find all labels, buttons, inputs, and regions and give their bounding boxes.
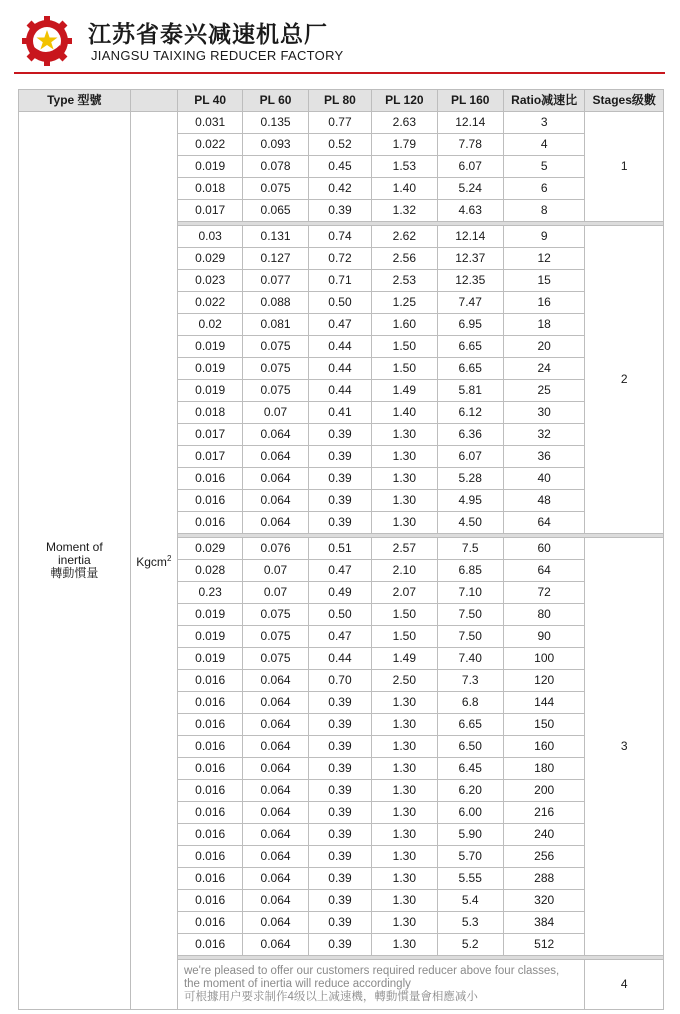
table-cell: 0.72 — [308, 248, 371, 270]
table-cell: 0.44 — [308, 358, 371, 380]
table-cell: 0.47 — [308, 314, 371, 336]
table-cell: 0.017 — [177, 424, 242, 446]
table-cell: 0.016 — [177, 934, 242, 956]
table-cell: 7.3 — [437, 670, 503, 692]
table-cell: 0.064 — [243, 424, 308, 446]
table-cell: 0.44 — [308, 648, 371, 670]
table-cell: 0.075 — [243, 648, 308, 670]
table-cell: 0.74 — [308, 226, 371, 248]
table-cell: 200 — [503, 780, 585, 802]
table-cell: 12.37 — [437, 248, 503, 270]
table-cell: 0.019 — [177, 358, 242, 380]
table-cell: 0.016 — [177, 714, 242, 736]
table-cell: 0.39 — [308, 446, 371, 468]
table-cell: 5.28 — [437, 468, 503, 490]
table-cell: 0.016 — [177, 802, 242, 824]
col-stages: Stages级數 — [585, 90, 664, 112]
table-cell: 0.39 — [308, 780, 371, 802]
table-cell: 0.064 — [243, 714, 308, 736]
table-cell: 0.064 — [243, 490, 308, 512]
row-label-moment-of-inertia — [19, 112, 131, 1010]
table-cell: 1.79 — [372, 134, 437, 156]
table-cell: 0.019 — [177, 336, 242, 358]
table-cell: 0.064 — [243, 736, 308, 758]
table-cell: 0.47 — [308, 560, 371, 582]
table-cell: 1.30 — [372, 490, 437, 512]
table-cell: 24 — [503, 358, 585, 380]
table-cell: 1.49 — [372, 648, 437, 670]
table-cell: 5.3 — [437, 912, 503, 934]
note-cell — [177, 960, 584, 1010]
label-en-1: Moment of — [45, 540, 103, 554]
table-cell: 48 — [503, 490, 585, 512]
table-cell: 80 — [503, 604, 585, 626]
table-cell: 1.30 — [372, 446, 437, 468]
table-cell: 5.4 — [437, 890, 503, 912]
table-cell: 0.39 — [308, 846, 371, 868]
company-logo-icon — [20, 14, 74, 68]
table-cell: 0.71 — [308, 270, 371, 292]
table-cell: 0.016 — [177, 736, 242, 758]
table-cell: 6.65 — [437, 358, 503, 380]
table-cell: 6.07 — [437, 156, 503, 178]
table-cell: 0.023 — [177, 270, 242, 292]
table-cell: 216 — [503, 802, 585, 824]
table-cell: 5 — [503, 156, 585, 178]
table-cell: 0.064 — [243, 468, 308, 490]
table-cell: 0.49 — [308, 582, 371, 604]
table-cell: 1.30 — [372, 692, 437, 714]
table-cell: 0.075 — [243, 336, 308, 358]
note-line2: the moment of inertia will reduce accordingly — [183, 978, 411, 990]
table-cell: 7.5 — [437, 538, 503, 560]
table-cell: 20 — [503, 336, 585, 358]
table-cell: 0.016 — [177, 670, 242, 692]
table-cell: 7.10 — [437, 582, 503, 604]
table-cell: 0.018 — [177, 178, 242, 200]
table-cell: 6.00 — [437, 802, 503, 824]
col-pl40: PL 40 — [177, 90, 242, 112]
table-cell: 0.016 — [177, 890, 242, 912]
table-cell: 0.029 — [177, 248, 242, 270]
table-cell: 0.39 — [308, 912, 371, 934]
table-cell: 6.12 — [437, 402, 503, 424]
col-pl80: PL 80 — [308, 90, 371, 112]
table-cell: 4 — [503, 134, 585, 156]
table-cell: 0.019 — [177, 648, 242, 670]
table-row — [19, 112, 664, 134]
table-cell: 1.30 — [372, 512, 437, 534]
table-cell: 1.30 — [372, 780, 437, 802]
table-cell: 150 — [503, 714, 585, 736]
table-cell: 180 — [503, 758, 585, 780]
label-cn: 轉動慣量 — [50, 566, 99, 580]
table-cell: 0.39 — [308, 934, 371, 956]
table-cell: 0.064 — [243, 446, 308, 468]
table-cell: 0.44 — [308, 336, 371, 358]
table-cell: 6.85 — [437, 560, 503, 582]
table-cell: 0.019 — [177, 626, 242, 648]
table-cell: 120 — [503, 670, 585, 692]
table-cell: 2.53 — [372, 270, 437, 292]
table-cell: 0.064 — [243, 846, 308, 868]
table-cell: 5.81 — [437, 380, 503, 402]
table-cell: 1.30 — [372, 802, 437, 824]
table-cell: 0.022 — [177, 292, 242, 314]
table-cell: 8 — [503, 200, 585, 222]
col-unit — [130, 90, 177, 112]
table-cell: 0.028 — [177, 560, 242, 582]
table-cell: 0.016 — [177, 758, 242, 780]
table-cell: 0.47 — [308, 626, 371, 648]
table-cell: 1.30 — [372, 846, 437, 868]
table-cell: 0.016 — [177, 490, 242, 512]
table-cell: 1.30 — [372, 868, 437, 890]
table-cell: 0.07 — [243, 560, 308, 582]
table-cell: 2.57 — [372, 538, 437, 560]
table-cell: 0.77 — [308, 112, 371, 134]
table-cell: 0.081 — [243, 314, 308, 336]
table-cell: 0.064 — [243, 912, 308, 934]
table-cell: 0.075 — [243, 178, 308, 200]
table-cell: 0.064 — [243, 758, 308, 780]
table-cell: 0.39 — [308, 758, 371, 780]
table-cell: 0.031 — [177, 112, 242, 134]
table-cell: 5.55 — [437, 868, 503, 890]
table-cell: 1.49 — [372, 380, 437, 402]
table-cell: 40 — [503, 468, 585, 490]
company-name-cn: 江苏省泰兴减速机总厂 — [88, 22, 328, 48]
table-cell: 9 — [503, 226, 585, 248]
col-pl160: PL 160 — [437, 90, 503, 112]
table-cell: 0.51 — [308, 538, 371, 560]
table-cell: 0.44 — [308, 380, 371, 402]
table-cell: 0.064 — [243, 512, 308, 534]
table-cell: 160 — [503, 736, 585, 758]
table-cell: 7.40 — [437, 648, 503, 670]
table-cell: 12.14 — [437, 112, 503, 134]
table-cell: 0.39 — [308, 736, 371, 758]
table-cell: 5.2 — [437, 934, 503, 956]
stage-cell: 1 — [585, 112, 664, 222]
table-cell: 1.30 — [372, 758, 437, 780]
table-cell: 1.30 — [372, 824, 437, 846]
table-cell: 100 — [503, 648, 585, 670]
table-cell: 0.70 — [308, 670, 371, 692]
table-cell: 0.064 — [243, 802, 308, 824]
company-name-en: JIANGSU TAIXING REDUCER FACTORY — [91, 48, 344, 63]
table-cell: 30 — [503, 402, 585, 424]
inertia-table — [18, 89, 664, 1010]
table-cell: 0.075 — [243, 358, 308, 380]
table-cell: 5.70 — [437, 846, 503, 868]
table-cell: 0.065 — [243, 200, 308, 222]
table-cell: 0.075 — [243, 604, 308, 626]
table-cell: 0.064 — [243, 890, 308, 912]
table-cell: 0.131 — [243, 226, 308, 248]
table-cell: 6 — [503, 178, 585, 200]
table-cell: 6.65 — [437, 336, 503, 358]
table-cell: 0.022 — [177, 134, 242, 156]
table-cell: 0.07 — [243, 402, 308, 424]
table-cell: 384 — [503, 912, 585, 934]
header-divider — [14, 72, 665, 74]
table-cell: 0.093 — [243, 134, 308, 156]
table-cell: 1.32 — [372, 200, 437, 222]
table-cell: 0.064 — [243, 670, 308, 692]
unit-sup: 2 — [166, 554, 172, 563]
table-cell: 0.064 — [243, 692, 308, 714]
table-cell: 3 — [503, 112, 585, 134]
table-cell: 36 — [503, 446, 585, 468]
table-cell: 0.016 — [177, 846, 242, 868]
table-cell: 4.50 — [437, 512, 503, 534]
table-cell: 0.39 — [308, 824, 371, 846]
table-cell: 0.016 — [177, 868, 242, 890]
table-cell: 0.064 — [243, 868, 308, 890]
table-cell: 1.40 — [372, 178, 437, 200]
table-cell: 2.50 — [372, 670, 437, 692]
table-cell: 6.07 — [437, 446, 503, 468]
table-cell: 0.03 — [177, 226, 242, 248]
table-cell: 0.135 — [243, 112, 308, 134]
unit-cell — [130, 112, 177, 1010]
label-en-2: inertia — [58, 553, 91, 567]
table-cell: 25 — [503, 380, 585, 402]
table-cell: 6.50 — [437, 736, 503, 758]
table-cell: 12.35 — [437, 270, 503, 292]
table-cell: 0.50 — [308, 604, 371, 626]
table-cell: 64 — [503, 512, 585, 534]
table-cell: 1.60 — [372, 314, 437, 336]
table-cell: 0.019 — [177, 380, 242, 402]
table-cell: 0.016 — [177, 468, 242, 490]
table-cell: 240 — [503, 824, 585, 846]
table-cell: 144 — [503, 692, 585, 714]
col-type: Type 型號 — [19, 90, 131, 112]
table-cell: 0.50 — [308, 292, 371, 314]
table-cell: 32 — [503, 424, 585, 446]
table-cell: 0.39 — [308, 200, 371, 222]
table-cell: 90 — [503, 626, 585, 648]
table-cell: 5.24 — [437, 178, 503, 200]
table-cell: 6.45 — [437, 758, 503, 780]
table-cell: 6.65 — [437, 714, 503, 736]
stage-cell: 2 — [585, 226, 664, 534]
table-cell: 0.019 — [177, 156, 242, 178]
table-cell: 1.30 — [372, 890, 437, 912]
table-cell: 0.42 — [308, 178, 371, 200]
table-cell: 0.39 — [308, 868, 371, 890]
table-cell: 0.52 — [308, 134, 371, 156]
table-cell: 6.20 — [437, 780, 503, 802]
table-cell: 64 — [503, 560, 585, 582]
table-cell: 0.39 — [308, 890, 371, 912]
table-cell: 0.064 — [243, 934, 308, 956]
table-cell: 0.016 — [177, 912, 242, 934]
table-cell: 0.45 — [308, 156, 371, 178]
table-cell: 18 — [503, 314, 585, 336]
unit-base: Kgcm — [136, 555, 167, 569]
table-cell: 2.56 — [372, 248, 437, 270]
table-cell: 0.078 — [243, 156, 308, 178]
table-cell: 0.39 — [308, 424, 371, 446]
table-cell: 12 — [503, 248, 585, 270]
table-cell: 0.017 — [177, 446, 242, 468]
table-cell: 0.019 — [177, 604, 242, 626]
table-cell: 0.077 — [243, 270, 308, 292]
table-cell: 5.90 — [437, 824, 503, 846]
table-cell: 0.029 — [177, 538, 242, 560]
table-cell: 0.064 — [243, 780, 308, 802]
table-cell: 0.075 — [243, 626, 308, 648]
table-cell: 0.088 — [243, 292, 308, 314]
table-cell: 2.63 — [372, 112, 437, 134]
table-cell: 0.127 — [243, 248, 308, 270]
table-cell: 6.8 — [437, 692, 503, 714]
table-cell: 1.30 — [372, 934, 437, 956]
table-cell: 1.50 — [372, 358, 437, 380]
table-cell: 256 — [503, 846, 585, 868]
table-cell: 6.36 — [437, 424, 503, 446]
table-cell: 1.40 — [372, 402, 437, 424]
table-cell: 0.02 — [177, 314, 242, 336]
table-cell: 15 — [503, 270, 585, 292]
table-cell: 7.50 — [437, 604, 503, 626]
table-cell: 1.53 — [372, 156, 437, 178]
table-cell: 7.50 — [437, 626, 503, 648]
stage-cell: 4 — [585, 960, 664, 1010]
table-cell: 1.50 — [372, 336, 437, 358]
table-cell: 1.30 — [372, 468, 437, 490]
table-cell: 288 — [503, 868, 585, 890]
table-cell: 6.95 — [437, 314, 503, 336]
table-cell: 0.075 — [243, 380, 308, 402]
col-pl60: PL 60 — [243, 90, 308, 112]
table-cell: 0.41 — [308, 402, 371, 424]
table-cell: 1.50 — [372, 626, 437, 648]
table-cell: 72 — [503, 582, 585, 604]
table-cell: 2.62 — [372, 226, 437, 248]
col-pl120: PL 120 — [372, 90, 437, 112]
table-cell: 60 — [503, 538, 585, 560]
table-cell: 0.07 — [243, 582, 308, 604]
table-header-row — [19, 90, 664, 112]
table-cell: 0.018 — [177, 402, 242, 424]
table-cell: 0.016 — [177, 780, 242, 802]
table-cell: 16 — [503, 292, 585, 314]
table-cell: 0.39 — [308, 490, 371, 512]
table-cell: 1.30 — [372, 424, 437, 446]
table-cell: 4.63 — [437, 200, 503, 222]
table-cell: 0.39 — [308, 468, 371, 490]
table-cell: 2.07 — [372, 582, 437, 604]
table-cell: 1.50 — [372, 604, 437, 626]
table-cell: 0.39 — [308, 692, 371, 714]
table-cell: 0.016 — [177, 824, 242, 846]
table-cell: 1.30 — [372, 736, 437, 758]
table-cell: 12.14 — [437, 226, 503, 248]
table-cell: 0.064 — [243, 824, 308, 846]
table-cell: 0.39 — [308, 802, 371, 824]
note-line3: 可根據用户要求制作4级以上减速機，轉動慣量會相應减小 — [183, 991, 478, 1003]
table-cell: 320 — [503, 890, 585, 912]
table-cell: 1.25 — [372, 292, 437, 314]
table-cell: 1.30 — [372, 714, 437, 736]
table-cell: 2.10 — [372, 560, 437, 582]
table-cell: 0.017 — [177, 200, 242, 222]
table-cell: 1.30 — [372, 912, 437, 934]
table-cell: 0.23 — [177, 582, 242, 604]
page-header — [0, 0, 680, 76]
table-cell: 512 — [503, 934, 585, 956]
table-cell: 0.016 — [177, 692, 242, 714]
table-cell: 4.95 — [437, 490, 503, 512]
note-line1: we're pleased to offer our customers required reducer above four classes, — [183, 965, 560, 977]
table-cell: 0.39 — [308, 714, 371, 736]
table-cell: 0.076 — [243, 538, 308, 560]
table-cell: 7.47 — [437, 292, 503, 314]
col-ratio: Ratio减速比 — [503, 90, 585, 112]
stage-cell: 3 — [585, 538, 664, 956]
table-cell: 7.78 — [437, 134, 503, 156]
table-cell: 0.016 — [177, 512, 242, 534]
table-cell: 0.39 — [308, 512, 371, 534]
